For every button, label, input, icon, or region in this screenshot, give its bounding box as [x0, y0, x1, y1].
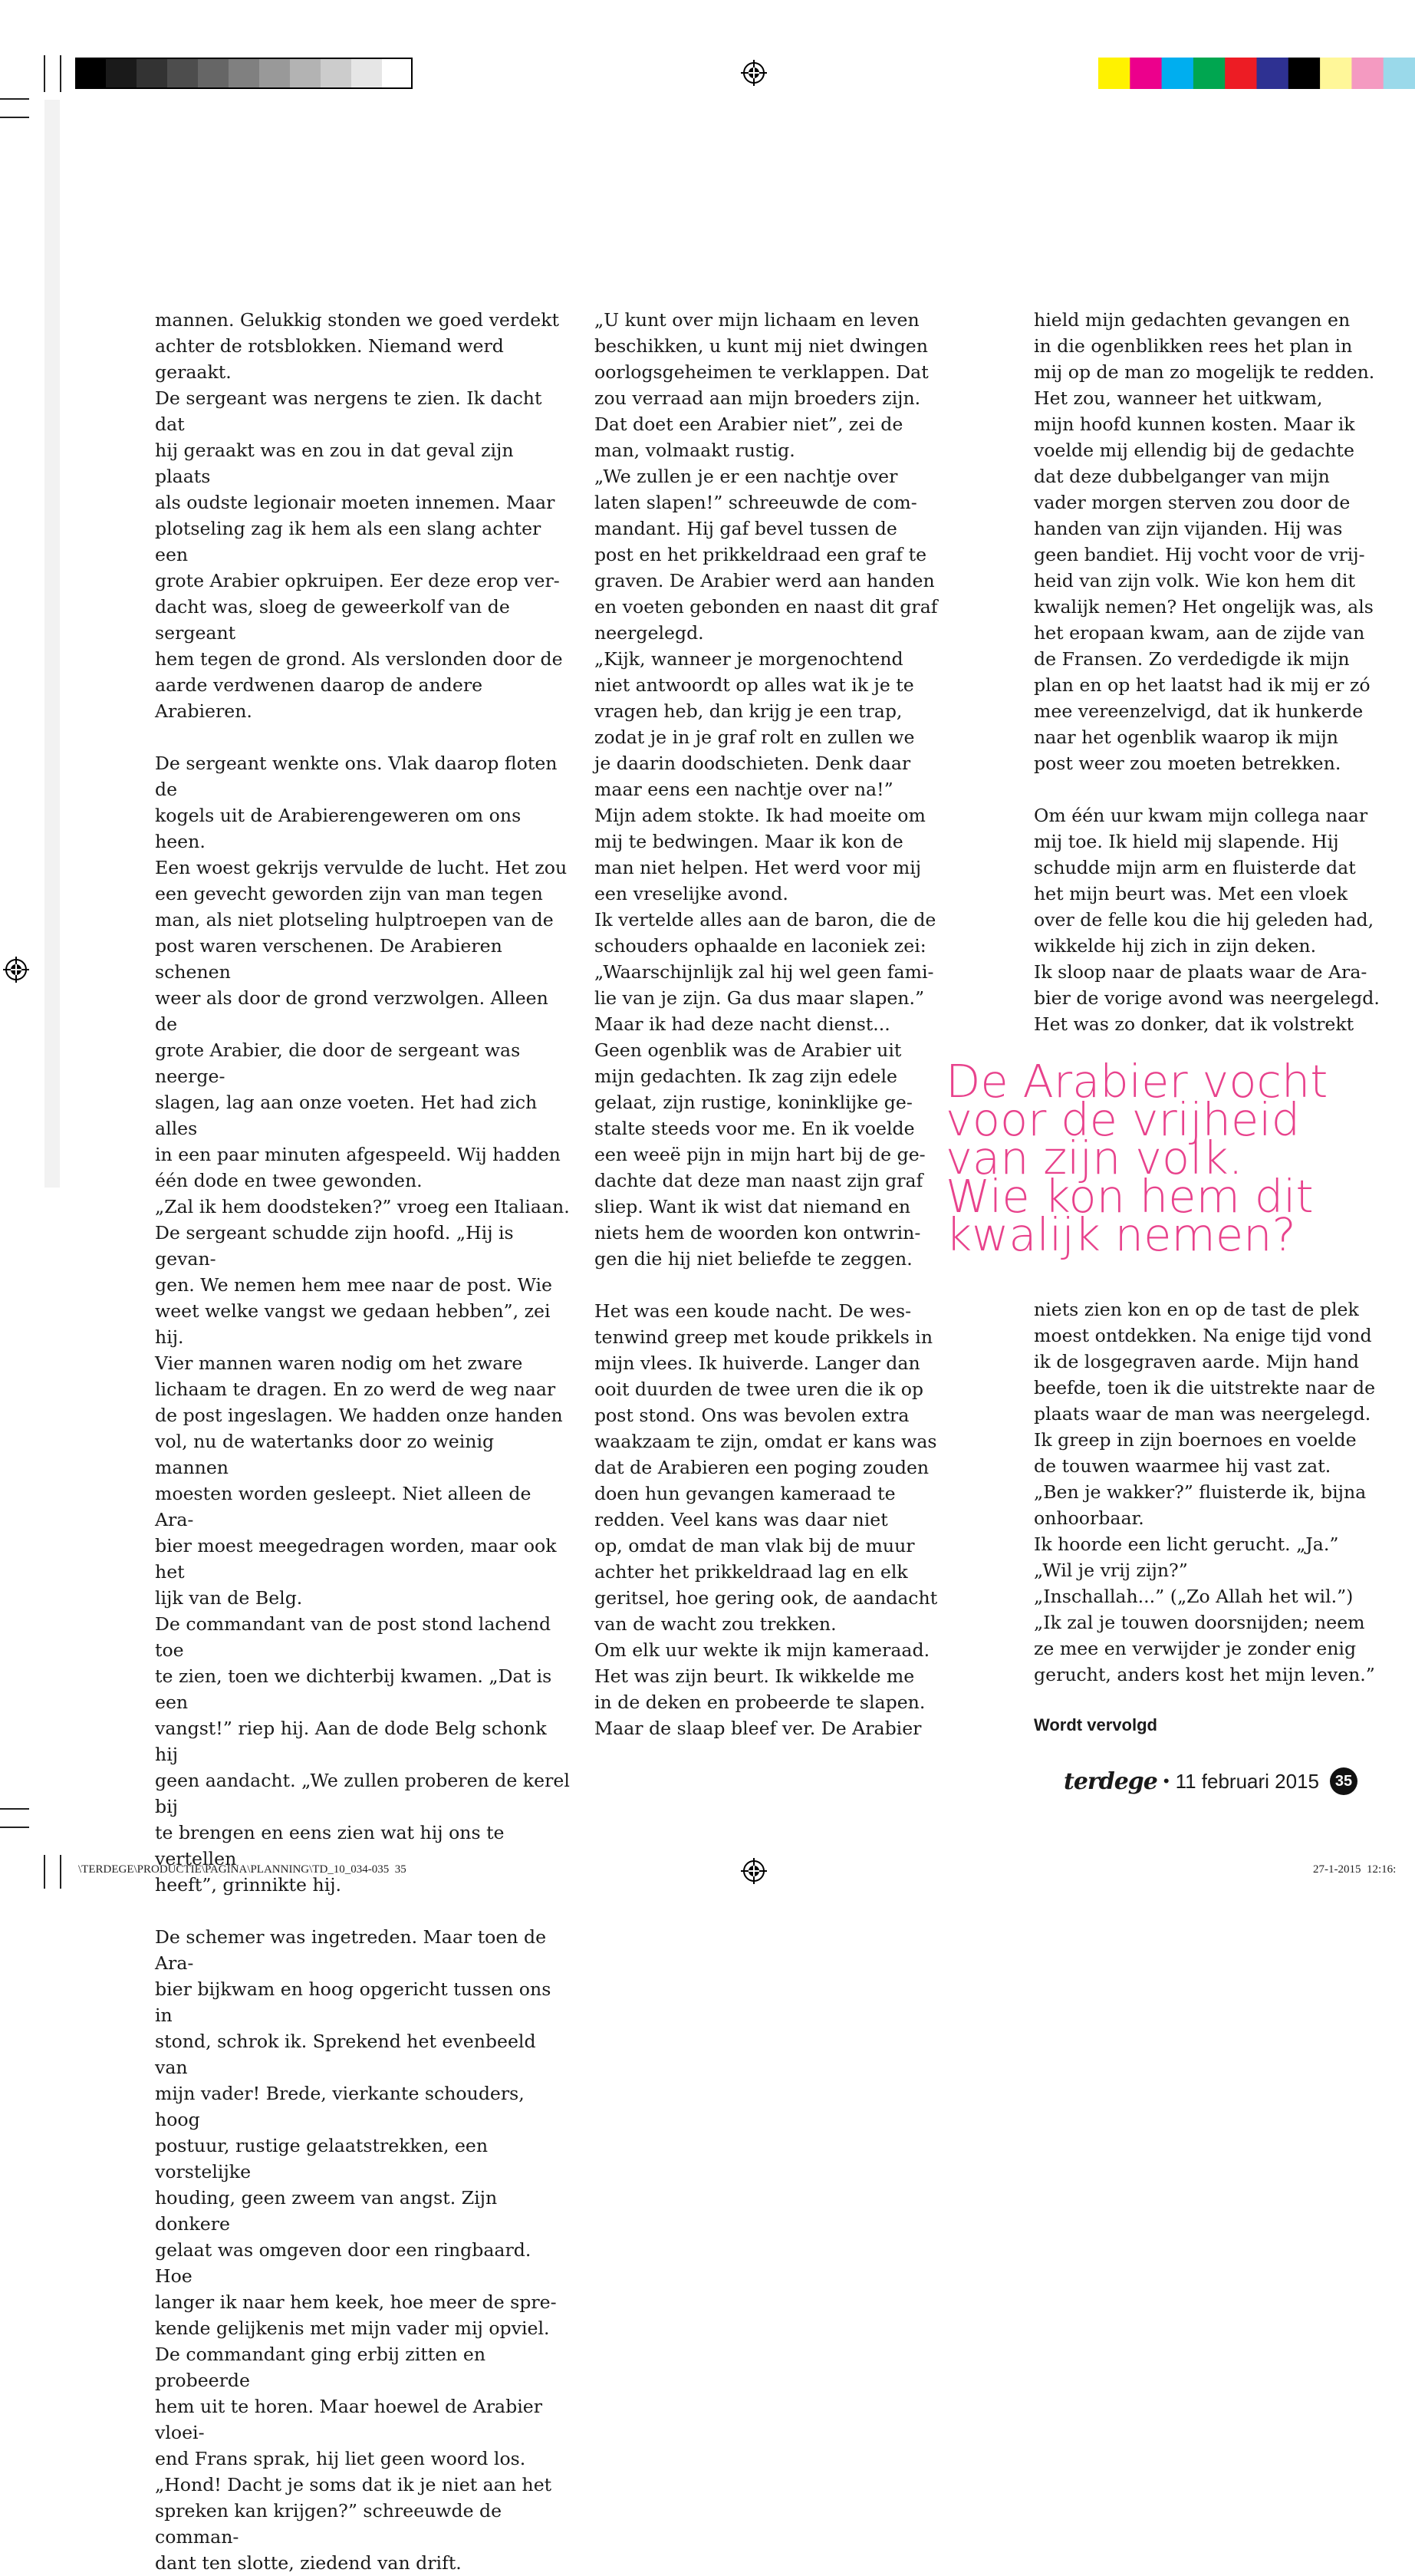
text-line: stalte steeds voor me. En ik voelde [594, 1118, 915, 1139]
article-column-1 [155, 307, 573, 2576]
text-line: Een woest gekrijs vervulde de lucht. Het zou [155, 857, 568, 878]
pull-quote-line: kwalijk nemen? [946, 1208, 1296, 1261]
text-line: end Frans sprak, hij liet geen woord los. [155, 2448, 526, 2469]
grayscale-swatches [75, 58, 413, 89]
gray-swatch [382, 58, 413, 89]
gray-swatch [290, 58, 321, 89]
text-line: spreken kan krijgen?” schreeuwde de comman- [155, 2500, 502, 2548]
text-line: vader morgen sterven zou door de [1034, 492, 1351, 513]
text-line: niets hem de woorden kon ontwrin- [594, 1222, 921, 1244]
text-line: wikkelde hij zich in zijn deken. [1034, 935, 1317, 957]
text-line: Om één uur kwam mijn collega naar [1034, 805, 1368, 826]
text-line: te zien, toen we dichterbij kwamen. „Dat is een [155, 1665, 552, 1713]
text-line: mij te bedwingen. Maar ik kon de [594, 831, 903, 852]
text-line: dant ten slotte, ziedend van drift. [155, 2552, 462, 2574]
grayscale-bar [75, 58, 413, 89]
text-line: Dat doet een Arabier niet”, zei de [594, 413, 903, 435]
text-line: mij op de man zo mogelijk te redden. [1034, 361, 1375, 383]
color-swatch [1098, 58, 1130, 89]
registration-mark-left [3, 957, 29, 983]
text-line: post waren verschenen. De Arabieren schenen [155, 935, 502, 983]
gray-swatch [259, 58, 291, 89]
text-line: De commandant van de post stond lachend toe [155, 1613, 551, 1661]
page-footer [1062, 1764, 1357, 1798]
color-swatch [1130, 58, 1162, 89]
text-line: in die ogenblikken rees het plan in [1034, 335, 1353, 357]
text-line: Ik sloop naar de plaats waar de Ara- [1034, 961, 1367, 983]
text-line: vol, nu de watertanks door zo weinig mannen [155, 1431, 495, 1478]
text-line: doen hun gevangen kameraad te [594, 1483, 896, 1504]
text-line: Het zou, wanneer het uitkwam, [1034, 387, 1323, 409]
text-line: gelaat, zijn rustige, koninklijke ge- [594, 1092, 913, 1113]
crop-mark [0, 1827, 29, 1828]
text-line: het eropaan kwam, aan de zijde van [1034, 622, 1365, 644]
text-line: dachte dat deze man naast zijn graf [594, 1170, 923, 1191]
gray-swatch [198, 58, 229, 89]
text-line: gelaat was omgeven door een ringbaard. Hoe [155, 2239, 531, 2287]
text-line: kwalijk nemen? Het ongelijk was, als [1034, 596, 1374, 618]
text-line: gen. We nemen hem mee naar de post. Wie [155, 1274, 552, 1296]
text-line: mijn vlees. Ik huiverde. Langer dan [594, 1352, 920, 1374]
text-line: graven. De Arabier werd aan handen [594, 570, 935, 591]
text-line: over de felle kou die hij geleden had, [1034, 909, 1374, 931]
registration-mark-bottom [741, 1858, 767, 1884]
text-line: kende gelijkenis met mijn vader mij opviel. [155, 2317, 550, 2339]
text-line: onhoorbaar. [1034, 1507, 1144, 1529]
text-line: lijk van de Belg. [155, 1587, 303, 1609]
page-number: 35 [1330, 1767, 1357, 1795]
gray-swatch [321, 58, 352, 89]
text-line: redden. Veel kans was daar niet [594, 1509, 888, 1530]
text-line: geritsel, hoe gering ook, de aandacht [594, 1587, 938, 1609]
text-line: handen van zijn vijanden. Hij was [1034, 518, 1343, 539]
text-line: een gevecht geworden zijn van man tegen [155, 883, 543, 904]
text-line: stond, schrok ik. Sprekend het evenbeeld van [155, 2031, 536, 2078]
text-line: bier moest meegedragen worden, maar ook het [155, 1535, 557, 1583]
pull-quote-line: Wie kon hem dit [946, 1170, 1314, 1223]
text-line: en voeten gebonden en naast dit graf [594, 596, 938, 618]
text-line: mij toe. Ik hield mij slapende. Hij [1034, 831, 1339, 852]
text-line: houding, geen zweem van angst. Zijn donkere [155, 2187, 498, 2235]
text-line: lie van je zijn. Ga dus maar slapen.” [594, 987, 925, 1009]
text-line: als oudste legionair moeten innemen. Maar [155, 492, 555, 513]
color-swatch [1162, 58, 1194, 89]
article-column-3-top [1034, 307, 1415, 1037]
text-line: post weer zou moeten betrekken. [1034, 753, 1341, 774]
color-bar [1098, 58, 1415, 89]
text-line: laten slapen!” schreeuwde de com- [594, 492, 917, 513]
text-line: Het was een koude nacht. De wes- [594, 1300, 912, 1322]
text-line: „Inschallah...” („Zo Allah het wil.”) [1034, 1586, 1354, 1607]
continued-label: Wordt vervolgd [1034, 1715, 1157, 1734]
text-line: Mijn adem stokte. Ik had moeite om [594, 805, 926, 826]
text-line: schouders ophaalde en laconiek zei: [594, 935, 926, 957]
text-line: grote Arabier, die door de sergeant was neerge- [155, 1039, 521, 1087]
text-line: Ik hoorde een licht gerucht. „Ja.” [1034, 1533, 1339, 1555]
text-line: plotseling zag ik hem als een slang achter een [155, 518, 541, 565]
paragraph-break [594, 1272, 1012, 1298]
gray-swatch [106, 58, 137, 89]
text-line: lichaam te dragen. En zo werd de weg naar [155, 1379, 556, 1400]
text-line: „Waarschijnlijk zal hij wel geen fami- [594, 961, 934, 983]
text-line: naar het ogenblik waarop ik mijn [1034, 726, 1338, 748]
registration-mark-top [741, 60, 767, 86]
text-line: bier de vorige avond was neergelegd. [1034, 987, 1380, 1009]
text-line: „Ben je wakker?” fluisterde ik, bijna [1034, 1481, 1367, 1503]
text-line: op, omdat de man vlak bij de muur [594, 1535, 915, 1556]
text-line: plaats waar de man was neergelegd. [1034, 1403, 1371, 1425]
text-line: slagen, lag aan onze voeten. Het had zich alles [155, 1092, 538, 1139]
text-line: ooit duurden de twee uren die ik op [594, 1379, 924, 1400]
color-swatch [1225, 58, 1257, 89]
text-line: achter het prikkeldraad lag en elk [594, 1561, 908, 1583]
text-line: tenwind greep met koude prikkels in [594, 1326, 933, 1348]
text-line: aarde verdwenen daarop de andere Arabieren. [155, 674, 483, 722]
text-line: Ik greep in zijn boernoes en voelde [1034, 1429, 1357, 1451]
text-line: zou verraad aan mijn broeders zijn. [594, 387, 921, 409]
text-line: man, volmaakt rustig. [594, 440, 795, 461]
text-line: man niet helpen. Het werd voor mij [594, 857, 922, 878]
text-line: schudde mijn arm en fluisterde dat [1034, 857, 1356, 878]
text-line: in een paar minuten afgespeeld. Wij hadden [155, 1144, 561, 1165]
crop-mark [0, 117, 29, 118]
text-line: niet antwoordt op alles wat ik je te [594, 674, 914, 696]
text-line: zodat je in je graf rolt en zullen we [594, 726, 915, 748]
gray-swatch [167, 58, 199, 89]
text-line: De commandant ging erbij zitten en probeerde [155, 2344, 486, 2391]
color-swatch [1320, 58, 1352, 89]
text-line: sliep. Want ik wist dat niemand en [594, 1196, 911, 1217]
text-line: mijn vader! Brede, vierkante schouders, hoog [155, 2083, 525, 2130]
text-line: mijn hoofd kunnen kosten. Maar ik [1034, 413, 1355, 435]
text-line: beefde, toen ik die uitstrekte naar de [1034, 1377, 1376, 1398]
text-line: één dode en twee gewonden. [155, 1170, 423, 1191]
color-swatch [1384, 58, 1415, 89]
text-line: moest ontdekken. Na enige tijd vond [1034, 1325, 1372, 1346]
text-line: mannen. Gelukkig stonden we goed verdekt [155, 309, 559, 331]
text-line: het mijn beurt was. Met een vloek [1034, 883, 1348, 904]
text-line: vangst!” riep hij. Aan de dode Belg schonk hij [155, 1718, 547, 1765]
issue-date: 11 februari 2015 [1175, 1769, 1319, 1793]
gray-swatch [137, 58, 168, 89]
text-line: postuur, rustige gelaatstrekken, een vorstelijke [155, 2135, 489, 2182]
text-line: de post ingeslagen. We hadden onze handen [155, 1405, 563, 1426]
text-line: gerucht, anders kost het mijn leven.” [1034, 1664, 1375, 1685]
text-line: ze mee en verwijder je zonder enig [1034, 1638, 1357, 1659]
text-line: dacht was, sloeg de geweerkolf van de sergeant [155, 596, 510, 644]
crop-mark [60, 55, 61, 92]
pull-quote [946, 1055, 1398, 1261]
text-line: in de deken en probeerde te slapen. [594, 1692, 926, 1713]
text-line: neergelegd. [594, 622, 704, 644]
text-line: Het was zijn beurt. Ik wikkelde me [594, 1665, 915, 1687]
text-line: „U kunt over mijn lichaam en leven [594, 309, 920, 331]
text-line: dat deze dubbelganger van mijn [1034, 466, 1330, 487]
text-line: achter de rotsblokken. Niemand werd geraakt. [155, 335, 504, 383]
color-swatches [1098, 58, 1415, 89]
paragraph-break [155, 1898, 573, 1924]
text-line: „We zullen je er een nachtje over [594, 466, 898, 487]
pull-quote-line: voor de vrijheid [946, 1093, 1301, 1146]
color-swatch [1193, 58, 1226, 89]
text-line: de touwen waarmee hij vast zat. [1034, 1455, 1331, 1477]
crop-mark [44, 55, 45, 92]
crop-mark [44, 1855, 45, 1889]
pull-quote-line: De Arabier vocht [946, 1055, 1328, 1108]
text-line: de Fransen. Zo verdedigde ik mijn [1034, 648, 1350, 670]
text-line: beschikken, u kunt mij niet dwingen [594, 335, 928, 357]
text-line: geen bandiet. Hij vocht voor de vrij- [1034, 544, 1365, 565]
color-swatch [1288, 58, 1321, 89]
paragraph-break [155, 724, 573, 750]
crop-mark [60, 1855, 61, 1889]
text-line: heeft”, grinnikte hij. [155, 1874, 342, 1896]
pull-quote-line: van zijn volk. [946, 1132, 1243, 1184]
text-line: plan en op het laatst had ik mij er zó [1034, 674, 1371, 696]
color-swatch [1257, 58, 1289, 89]
gray-swatch [229, 58, 260, 89]
crop-mark [0, 1808, 29, 1810]
text-line: Om elk uur wekte ik mijn kameraad. [594, 1639, 930, 1661]
text-line: weet welke vangst we gedaan hebben”, zei hij. [155, 1300, 551, 1348]
gutter-shadow [44, 100, 60, 1188]
text-line: hem uit te horen. Maar hoewel de Arabier vloei- [155, 2396, 543, 2443]
text-line: waakzaam te zijn, omdat er kans was [594, 1431, 937, 1452]
text-line: Maar de slaap bleef ver. De Arabier [594, 1718, 922, 1739]
text-line: geen aandacht. „We zullen proberen de kerel bij [155, 1770, 570, 1817]
text-line: Vier mannen waren nodig om het zware [155, 1352, 523, 1374]
text-line: hij geraakt was en zou in dat geval zijn plaats [155, 440, 514, 487]
text-line: hem tegen de grond. Als verslonden door de [155, 648, 563, 670]
text-line: De sergeant schudde zijn hoofd. „Hij is gevan- [155, 1222, 514, 1270]
text-line: mandant. Hij gaf bevel tussen de [594, 518, 897, 539]
text-line: weer als door de grond verzwolgen. Alleen de [155, 987, 548, 1035]
text-line: bier bijkwam en hoog opgericht tussen ons in [155, 1978, 551, 2026]
text-line: Het was zo donker, dat ik volstrekt [1034, 1013, 1354, 1035]
text-line: Ik vertelde alles aan de baron, die de [594, 909, 936, 931]
text-line: De sergeant wenkte ons. Vlak daarop floten de [155, 753, 558, 800]
text-line: een weeë pijn in mijn hart bij de ge- [594, 1144, 926, 1165]
text-line: niets zien kon en op de tast de plek [1034, 1299, 1359, 1320]
text-line: „Zal ik hem doodsteken?” vroeg een Italiaan. [155, 1196, 570, 1217]
text-line: De sergeant was nergens te zien. Ik dacht dat [155, 387, 542, 435]
text-line: voelde mij ellendig bij de gedachte [1034, 440, 1354, 461]
text-line: vragen heb, dan krijg je een trap, [594, 700, 903, 722]
text-line: ik de losgegraven aarde. Mijn hand [1034, 1351, 1360, 1372]
text-line: mijn gedachten. Ik zag zijn edele [594, 1066, 897, 1087]
paragraph-break [1034, 776, 1415, 802]
text-line: post stond. Ons was bevolen extra [594, 1405, 910, 1426]
text-line: grote Arabier opkruipen. Eer deze erop ver- [155, 570, 560, 591]
text-line: „Hond! Dacht je soms dat ik je niet aan het [155, 2474, 552, 2495]
text-line: man, als niet plotseling hulptroepen van de [155, 909, 554, 931]
text-line: maar eens een nachtje over na!” [594, 779, 893, 800]
slug-timestamp: 27-1-2015 12:16: [1313, 1863, 1397, 1876]
text-line: kogels uit de Arabierengeweren om ons heen. [155, 805, 522, 852]
text-line: langer ik naar hem keek, hoe meer de spre- [155, 2291, 557, 2313]
footer-separator: • [1163, 1771, 1170, 1790]
text-line: van de wacht zou trekken. [594, 1613, 837, 1635]
text-line: moesten worden gesleept. Niet alleen de Ara- [155, 1483, 531, 1530]
text-line: een vreselijke avond. [594, 883, 788, 904]
article-column-2 [594, 307, 1012, 1741]
crop-mark [0, 98, 29, 100]
gray-swatch [75, 58, 107, 89]
magazine-logo: terdege [1063, 1767, 1157, 1795]
color-swatch [1351, 58, 1384, 89]
slug-path: \TERDEGE\PRODUCTIE\PAGINA\PLANNING\TD_10_034-035 35 [78, 1863, 406, 1876]
article-column-3-bottom [1034, 1296, 1415, 1688]
text-line: hield mijn gedachten gevangen en [1034, 309, 1351, 331]
text-line: „Ik zal je touwen doorsnijden; neem [1034, 1612, 1365, 1633]
text-line: heid van zijn volk. Wie kon hem dit [1034, 570, 1355, 591]
text-line: te brengen en eens zien wat hij ons te vertellen [155, 1822, 505, 1869]
text-line: oorlogsgeheimen te verklappen. Dat [594, 361, 929, 383]
text-line: Maar ik had deze nacht dienst... [594, 1013, 890, 1035]
text-line: Geen ogenblik was de Arabier uit [594, 1039, 902, 1061]
text-line: De schemer was ingetreden. Maar toen de Ara- [155, 1926, 547, 1974]
text-line: je daarin doodschieten. Denk daar [594, 753, 911, 774]
text-line: „Kijk, wanneer je morgenochtend [594, 648, 903, 670]
gray-swatch [351, 58, 383, 89]
text-line: dat de Arabieren een poging zouden [594, 1457, 930, 1478]
text-line: gen die hij niet beliefde te zeggen. [594, 1248, 913, 1270]
text-line: „Wil je vrij zijn?” [1034, 1560, 1188, 1581]
text-line: post en het prikkeldraad een graf te [594, 544, 927, 565]
text-line: mee vereenzelvigd, dat ik hunkerde [1034, 700, 1364, 722]
